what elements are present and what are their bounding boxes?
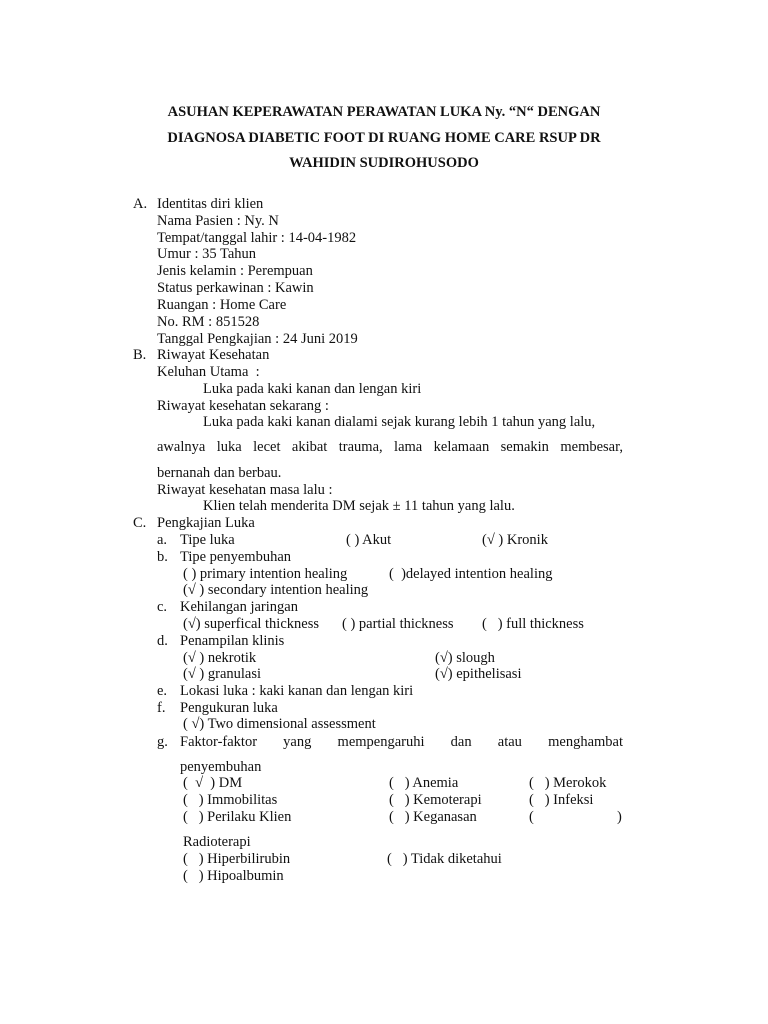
factor-chemotherapy-option: ( ) Kemoterapi	[389, 792, 482, 808]
document-title-line-3: WAHIDIN SUDIROHUSODO	[289, 155, 479, 171]
document-title-line-1: ASUHAN KEPERAWATAN PERAWATAN LUKA Ny. “N“ DENGAN	[167, 104, 601, 120]
healing-type-label: Tipe penyembuhan	[180, 549, 292, 565]
radiotherapy-paren-open: (	[529, 809, 534, 825]
section-c-marker: C.	[133, 515, 147, 531]
superficial-thickness-option: (√) superfical thickness	[183, 616, 319, 632]
factor-dm-option: ( √ ) DM	[183, 775, 243, 791]
section-a-marker: A.	[133, 196, 148, 212]
item-e-marker: e.	[157, 683, 168, 699]
tissue-loss-label: Kehilangan jaringan	[180, 599, 298, 615]
slough-option: (√) slough	[435, 650, 495, 666]
assessment-date: Tanggal Pengkajian : 24 Juni 2019	[157, 331, 358, 347]
item-c-marker: c.	[157, 599, 168, 615]
partial-thickness-option: ( ) partial thickness	[342, 616, 454, 632]
factor-anemia-option: ( ) Anemia	[389, 775, 459, 791]
necrotic-option: (√ ) nekrotik	[183, 650, 257, 666]
factor-infection-option: ( ) Infeksi	[529, 792, 594, 808]
current-history-line-1: Luka pada kaki kanan dialami sejak kurang lebih 1 tahun yang lalu,	[203, 414, 596, 430]
factor-malignancy-option: ( ) Keganasan	[389, 809, 477, 825]
item-d-marker: d.	[157, 633, 168, 649]
granulation-option: (√ ) granulasi	[183, 666, 262, 682]
patient-name: Nama Pasien : Ny. N	[157, 213, 279, 229]
wound-type-label: Tipe luka	[180, 532, 235, 548]
patient-age: Umur : 35 Tahun	[157, 246, 257, 262]
factor-smoking-option: ( ) Merokok	[529, 775, 607, 791]
section-b-marker: B.	[133, 347, 147, 363]
wound-type-acute-option: ( ) Akut	[346, 532, 392, 548]
room: Ruangan : Home Care	[157, 297, 287, 313]
wound-type-chronic-option: (√ ) Kronik	[482, 532, 548, 548]
item-f-marker: f.	[157, 700, 166, 716]
primary-intention-option: ( ) primary intention healing	[183, 566, 348, 582]
factors-label-line-2: penyembuhan	[180, 759, 262, 775]
two-dimensional-assessment-option: ( √) Two dimensional assessment	[183, 716, 376, 732]
factor-client-behavior-option: ( ) Perilaku Klien	[183, 809, 292, 825]
current-history-line-2: awalnya luka lecet akibat trauma, lama kelamaan semakin membesar,	[157, 439, 623, 455]
item-a-marker: a.	[157, 532, 168, 548]
marital-status: Status perkawinan : Kawin	[157, 280, 314, 296]
full-thickness-option: ( ) full thickness	[482, 616, 584, 632]
item-g-marker: g.	[157, 734, 168, 750]
epithelization-option: (√) epithelisasi	[435, 666, 522, 682]
patient-gender: Jenis kelamin : Perempuan	[157, 263, 313, 279]
section-b-heading: Riwayat Kesehatan	[157, 347, 270, 363]
factor-hyperbilirubin-option: ( ) Hiperbilirubin	[183, 851, 291, 867]
current-history-label: Riwayat kesehatan sekarang :	[157, 398, 329, 414]
delayed-intention-option: ( )delayed intention healing	[389, 566, 553, 582]
section-c-heading: Pengkajian Luka	[157, 515, 255, 531]
medical-record-number: No. RM : 851528	[157, 314, 260, 330]
factor-immobility-option: ( ) Immobilitas	[183, 792, 278, 808]
wound-measurement-label: Pengukuran luka	[180, 700, 278, 716]
section-a-heading: Identitas diri klien	[157, 196, 264, 212]
wound-location: Lokasi luka : kaki kanan dan lengan kiri	[180, 683, 414, 699]
chief-complaint-label: Keluhan Utama :	[157, 364, 260, 380]
factor-radiotherapy-label: Radioterapi	[183, 834, 251, 850]
past-history-label: Riwayat kesehatan masa lalu :	[157, 482, 333, 498]
secondary-intention-option: (√ ) secondary intention healing	[183, 582, 369, 598]
factor-unknown-option: ( ) Tidak diketahui	[387, 851, 502, 867]
radiotherapy-paren-close: )	[617, 809, 622, 825]
item-b-marker: b.	[157, 549, 168, 565]
factors-label-line-1: Faktor-faktor yang mempengaruhi dan atau menghambat	[180, 734, 623, 750]
current-history-line-3: bernanah dan berbau.	[157, 465, 282, 481]
clinical-appearance-label: Penampilan klinis	[180, 633, 285, 649]
chief-complaint-text: Luka pada kaki kanan dan lengan kiri	[203, 381, 422, 397]
factor-hypoalbumin-option: ( ) Hipoalbumin	[183, 868, 284, 884]
document-title-line-2: DIAGNOSA DIABETIC FOOT DI RUANG HOME CARE RSUP DR	[167, 130, 601, 146]
birth-place-date: Tempat/tanggal lahir : 14-04-1982	[157, 230, 357, 246]
past-history-text: Klien telah menderita DM sejak ± 11 tahun yang lalu.	[203, 498, 515, 514]
